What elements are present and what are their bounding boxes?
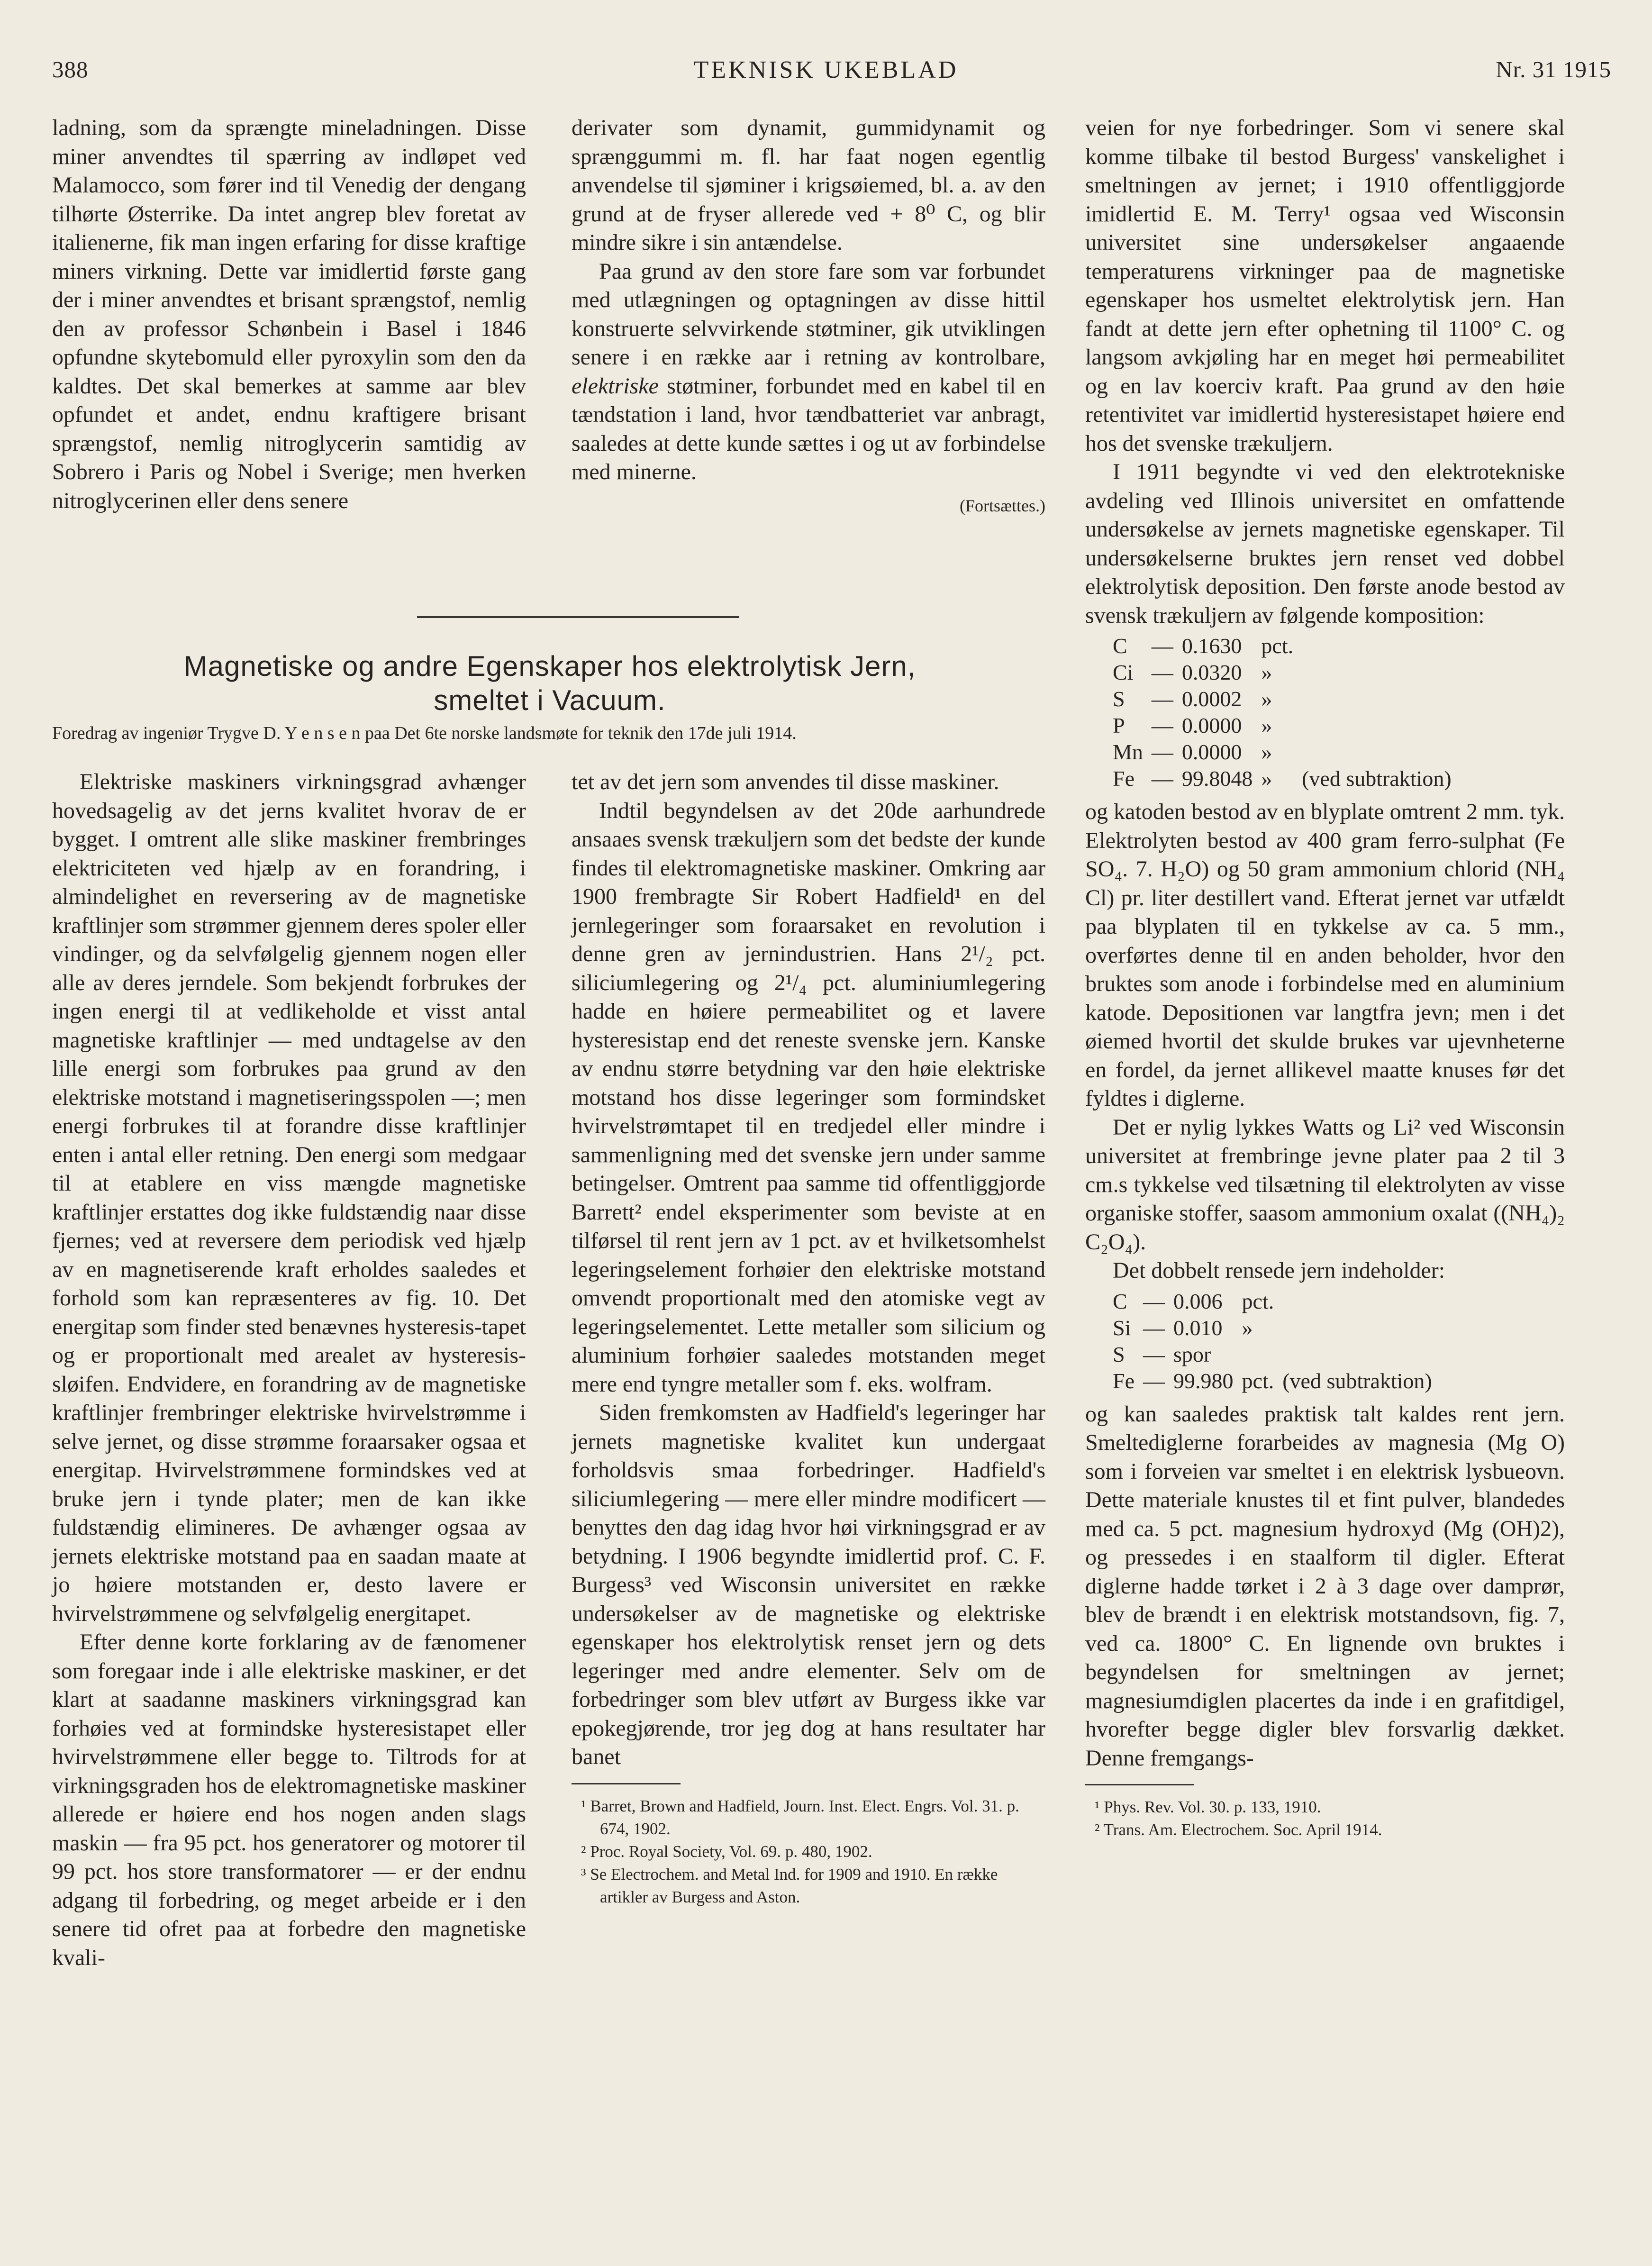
article-title-line: Magnetiske og andre Egenskaper hos elektrolytisk Jern, <box>183 650 916 682</box>
composition-el: S <box>1113 687 1125 711</box>
composition-dash: — <box>1151 687 1173 711</box>
composition-val: 99.8048 <box>1181 766 1253 791</box>
composition-note <box>1282 1341 1441 1368</box>
composition-unit: » <box>1261 687 1272 711</box>
composition-note <box>1302 659 1460 686</box>
composition-val: 0.0002 <box>1181 687 1242 711</box>
composition-unit: » <box>1261 766 1272 791</box>
composition-el: Mn <box>1113 740 1143 764</box>
paragraph: og kan saaledes praktisk talt kaldes rent jern. Smeltediglerne forarbeides av magnesia (Mg O) som i forveien var smeltet i en elektrisk lysbueovn. Dette materiale knustes til et fint pulver, blandedes med ca. 5 pct. magnesium hydroxyd (Mg (OH)2), og pressedes i en staalform til digler. Efterat diglerne hadde tørket i 2 à 3 dage over damprør, blev de brændt i en elektrisk motstandsovn, fig. 7, ved ca. 1800° C. En lignende ovn bruktes i begyndelsen for smeltningen av jernet; magnesiumdiglen placertes da inde i en grafitdigel, hvorefter begge digler blev forsvarlig dækket. Denne fremgangs- <box>1085 1401 1565 1771</box>
paragraph-text: Paa grund av den store fare som var forbundet med utlægningen og optagningen av disse hittil konstruerte selvvirkende støtminer, gik utviklingen senere i en række aar i retning av kontrolbare, <box>572 258 1045 370</box>
footnote: ¹ Phys. Rev. Vol. 30. p. 133, 1910. <box>1095 1798 1321 1816</box>
issue-number: Nr. 31 1915 <box>1496 56 1611 82</box>
article-column-left <box>52 768 526 1972</box>
composition-unit <box>1242 1341 1283 1368</box>
paragraph: Det er nylig lykkes Watts og Li² ved Wisconsin universitet at frembringe jevne plater paa 2 til 3 cm.s tykkelse ved tilsætning til elektrolyten av visse organiske stoffer, saasom ammonium oxalat ((NH₄)₂ C₂O₄). <box>1085 1114 1565 1255</box>
composition-el: Ci <box>1113 660 1134 684</box>
paragraph: derivater som dynamit, gummidynamit og sprænggummi m. fl. har faat nogen egentlig anvendelse til sjøminer i krigsøiemed, bl. a. av den grund at de fryser allerede ved + 8⁰ C, og blir mindre sikre i sin antændelse. <box>572 115 1045 255</box>
composition-row <box>1113 1368 1441 1394</box>
composition-el: P <box>1113 713 1125 737</box>
composition-dash: — <box>1151 766 1173 791</box>
composition-row <box>1113 659 1460 686</box>
composition-row <box>1113 633 1460 659</box>
composition-el: S <box>1113 1342 1125 1366</box>
footnote: ³ Se Electrochem. and Metal Ind. for 1909 and 1910. En række artikler av Burgess and Aston. <box>581 1865 998 1906</box>
composition-note: (ved subtraktion) <box>1302 766 1452 791</box>
section-separator <box>417 616 739 618</box>
composition-val: 0.0000 <box>1181 713 1242 737</box>
composition-note <box>1302 712 1460 739</box>
composition-dash: — <box>1143 1315 1165 1340</box>
paragraph: tet av det jern som anvendes til disse maskiner. <box>572 769 999 794</box>
composition-val: 0.0320 <box>1181 660 1242 684</box>
article-column-right <box>1085 114 1565 1841</box>
footnote-rule <box>572 1783 681 1784</box>
article-title-line: smeltet i Vacuum. <box>434 684 666 716</box>
composition-dash: — <box>1151 660 1173 684</box>
composition-row <box>1113 686 1460 712</box>
paragraph: I 1911 begyndte vi ved den elektrotekniske avdeling ved Illinois universitet en omfattende undersøkelse av jernets magnetiske egenskaper. Til undersøkelserne bruktes jern renset ved dobbel elektrolytisk deposition. Den første anode bestod av svensk trækuljern av følgende komposition: <box>1085 459 1565 628</box>
composition-dash: — <box>1151 740 1173 764</box>
composition-val: spor <box>1173 1342 1211 1366</box>
composition-row <box>1113 712 1460 739</box>
composition-dash: — <box>1143 1289 1165 1313</box>
composition-note <box>1302 633 1460 659</box>
article-title <box>52 649 1047 718</box>
paragraph: Indtil begyndelsen av det 20de aarhundrede ansaaes svensk trækuljern som det bedste der kunde findes til elektromagnetiske maskiner. Omkring aar 1900 frembragte Sir Robert Hadfield¹ en del jernlegeringer som foraarsaket en revolution i denne gren av jernindustrien. Hans 2¹/₂ pct. siliciumlegering og 2¹/₄ pct. aluminiumlegering hadde en høiere permeabilitet og et lavere hysteresistap end det reneste svenske jern. Kanske av endnu større betydning var den høie elektriske motstand hos disse legeringer som formindsket hvirvelstrømtapet til en tredjedel eller mindre i sammenligning med det svenske jern under samme betingelser. Omtrent paa samme tid offentliggjorde Barrett² endel eksperimenter som beviste at en tilførsel til rent jern av 1 pct. av et hvilketsomhelst legeringselement forhøier den elektriske motstand omvendt proportionalt med den atomiske vegt av legeringselementet. Lette metaller som silicium og aluminium forhøier saaledes motstanden meget mere end tyngre metaller som f. eks. wolfram. <box>572 798 1045 1397</box>
composition-val: 99.980 <box>1173 1368 1234 1393</box>
composition-row <box>1113 1341 1441 1368</box>
composition-note: (ved subtraktion) <box>1282 1368 1432 1393</box>
composition-el: Fe <box>1113 766 1135 791</box>
paragraph: ladning, som da sprængte mineladningen. Disse miner anvendtes til spærring av indløpet ved Malamocco, som fører ind til Venedig der dengang tilhørte Østerrike. Da intet angrep blev foretat av italienerne, fik man ingen erfaring for disse kraftige miners virkning. Dette var imidlertid første gang der i miner anvendtes et brisant sprængstof, nemlig den av professor Schønbein i Basel i 1846 opfundne skytebomuld eller pyroxylin som den da kaldtes. Det skal bemerkes at samme aar blev opfundet et andet, endnu kraftigere brisant sprængstof, nemlig nitroglycerin samtidig av Sobrero i Paris og Nobel i Sverige; men hverken nitroglycerinen eller dens senere <box>52 115 526 513</box>
composition-val: 0.006 <box>1173 1289 1223 1313</box>
article-byline: Foredrag av ingeniør Trygve D. Y e n s e n paa Det 6te norske landsmøte for teknik den 17de juli 1914. <box>52 723 797 743</box>
composition-unit: » <box>1261 713 1272 737</box>
paragraph <box>572 257 1045 487</box>
composition-table-anode <box>1113 633 1460 792</box>
composition-dash: — <box>1143 1368 1165 1393</box>
paragraph: Elektriske maskiners virkningsgrad avhænger hovedsagelig av det jerns kvalitet hvorav de er bygget. I omtrent alle slike maskiner frembringes elektriciteten ved hjælp av en forandring, i almindelighet en reversering av de magnetiske kraftlinjer som strømmer gjennem deres spoler eller vindinger, og da selvfølgelig gjennem nogen eller alle av deres jerndele. Som bekjendt forbrukes der ingen energi til at vedlikeholde et visst antal magnetiske kraftlinjer — med undtagelse av den lille energi som forbrukes paa grund av den elektriske motstand i magnetiseringsspolen —; men energi forbrukes til at forandre disse kraftlinjer enten i antal eller retning. Den energi som medgaar til at etablere en viss mængde magnetiske kraftlinjer erstattes dog ikke fuldstændig naar disse fjernes; ved at reversere dem periodisk ved hjælp av en magnetiserende kraft erholdes saaledes et forhold som kan repræsenteres av fig. 10. Det energitap som finder sted benævnes hysteresis-tapet og er proportionalt med arealet av hysteresis-sløifen. Endvidere, en forandring av de magnetiske kraftlinjer frembringer elektriske hvirvelstrømme i selve jernet, og disse strømme foraarsaker ogsaa et energitap. Hvirvelstrømmene formindskes ved at bruke jern i tynde plater; men de kan ikke fuldstændig elimineres. De avhænger ogsaa av jernets elektriske motstand paa en saadan maate at jo høiere motstanden er, desto lavere er hvirvelstrømmene og selvfølgelig energitapet. <box>52 769 526 1626</box>
paragraph: Efter denne korte forklaring av de fænomener som foregaar inde i alle elektriske maskiner, er det klart at saadanne maskiners virkningsgrad kan forhøies ved at formindske hysteresistapet eller hvirvelstrømmene eller begge to. Tiltrods for at virkningsgraden hos de elektromagnetiske maskiner allerede er høiere end hos nogen anden slags maskin — fra 95 pct. hos generatorer og motorer til 99 pct. hos store transformatorer — er der endnu adgang til forbedring, og meget arbeide er i den senere tid ofret paa at forbedre den magnetiske kvali- <box>52 1629 526 1970</box>
continued-note: (Fortsættes.) <box>959 496 1045 515</box>
paragraph: Det dobbelt rensede jern indeholder: <box>1113 1258 1445 1283</box>
composition-unit: pct. <box>1242 1289 1274 1313</box>
composition-unit: » <box>1242 1315 1253 1340</box>
composition-note <box>1302 739 1460 765</box>
composition-dash: — <box>1143 1342 1165 1366</box>
paragraph-text: støtminer, forbundet med en kabel til en tændstation i land, hvor tændbatteriet var anbragt, saaledes at dette kunde sættes i og ut av forbindelse med minerne. <box>572 373 1046 484</box>
paragraph: Siden fremkomsten av Hadfield's legeringer har jernets magnetiske kvalitet kun undergaat forholdsvis smaa forbedringer. Hadfield's siliciumlegering — mere eller mindre modificert — benyttes den dag idag hvor høi virkningsgrad er av betydning. I 1906 begyndte imidlertid prof. C. F. Burgess³ ved Wisconsin universitet en række undersøkelser av de magnetiske og elektriske egenskaper hos elektrolytisk renset jern og dets legeringer med andre elementer. Selv om de forbedringer som blev utført av Burgess ikke var epokegjørende, tror jeg dog at hans resultater har banet <box>572 1400 1045 1769</box>
composition-val: 0.1630 <box>1181 634 1242 658</box>
previous-article-column-middle <box>572 114 1045 520</box>
article-column-middle <box>572 768 1045 1909</box>
composition-el: Si <box>1113 1315 1131 1340</box>
composition-dash: — <box>1151 634 1173 658</box>
composition-el: Fe <box>1113 1368 1135 1393</box>
composition-row <box>1113 1288 1441 1315</box>
composition-note <box>1302 686 1460 712</box>
composition-unit: » <box>1261 740 1272 764</box>
composition-row <box>1113 1315 1441 1341</box>
composition-row <box>1113 765 1460 792</box>
journal-title: TEKNISK UKEBLAD <box>693 56 959 83</box>
composition-unit: pct. <box>1261 634 1294 658</box>
composition-val: 0.0000 <box>1181 740 1242 764</box>
composition-el: C <box>1113 1289 1127 1313</box>
page-number: 388 <box>52 56 89 82</box>
footnote: ¹ Barret, Brown and Hadfield, Journ. Inst. Elect. Engrs. Vol. 31. p. 674, 1902. <box>581 1796 1019 1838</box>
paragraph: veien for nye forbedringer. Som vi senere skal komme tilbake til bestod Burgess' vanskelighet i smeltningen av jernet; i 1910 offentliggjorde imidlertid E. M. Terry¹ ogsaa ved Wisconsin universitet sine undersøkelser angaaende temperaturens virkninger paa de magnetiske egenskaper hos usmeltet elektrolytisk jern. Han fandt at dette jern efter ophetning til 1100° C. og langsom avkjøling har en meget høi permeabilitet og en lav koerciv kraft. Paa grund av den høie retentivitet var imidlertid hysteresistapet høiere end hos det svenske trækuljern. <box>1085 115 1565 456</box>
footnote-rule <box>1085 1784 1194 1785</box>
composition-val: 0.010 <box>1173 1315 1223 1340</box>
footnote: ² Proc. Royal Society, Vol. 69. p. 480, 1902. <box>581 1842 872 1861</box>
paragraph: og katoden bestod av en blyplate omtrent 2 mm. tyk. Elektrolyten bestod av 400 gram ferro-sulphat (Fe SO₄. 7. H₂O) og 50 gram ammonium chlorid (NH₄ Cl) pr. liter destillert vand. Efterat jernet var utfældt paa blyplaten til en tykkelse av ca. 5 mm., overførtes denne til en anden beholder, hvor den bruktes som anode i forbindelse med en aluminium katode. Depositionen var langtfra jevn; men i det øiemed hvortil det skulde brukes var ujevnheterne en fordel, da jernet allikevel maatte knuses før det fyldtes i diglerne. <box>1085 799 1565 1111</box>
composition-note <box>1282 1288 1441 1315</box>
footnote: ² Trans. Am. Electrochem. Soc. April 1914. <box>1095 1820 1382 1839</box>
composition-unit: » <box>1261 660 1272 684</box>
previous-article-column-left <box>52 114 526 515</box>
composition-note <box>1282 1315 1441 1341</box>
italic-word: elektriske <box>572 373 659 399</box>
composition-el: C <box>1113 634 1127 658</box>
composition-unit: pct. <box>1242 1368 1274 1393</box>
composition-dash: — <box>1151 713 1173 737</box>
composition-row <box>1113 739 1460 765</box>
composition-table-purified-iron <box>1113 1288 1441 1394</box>
